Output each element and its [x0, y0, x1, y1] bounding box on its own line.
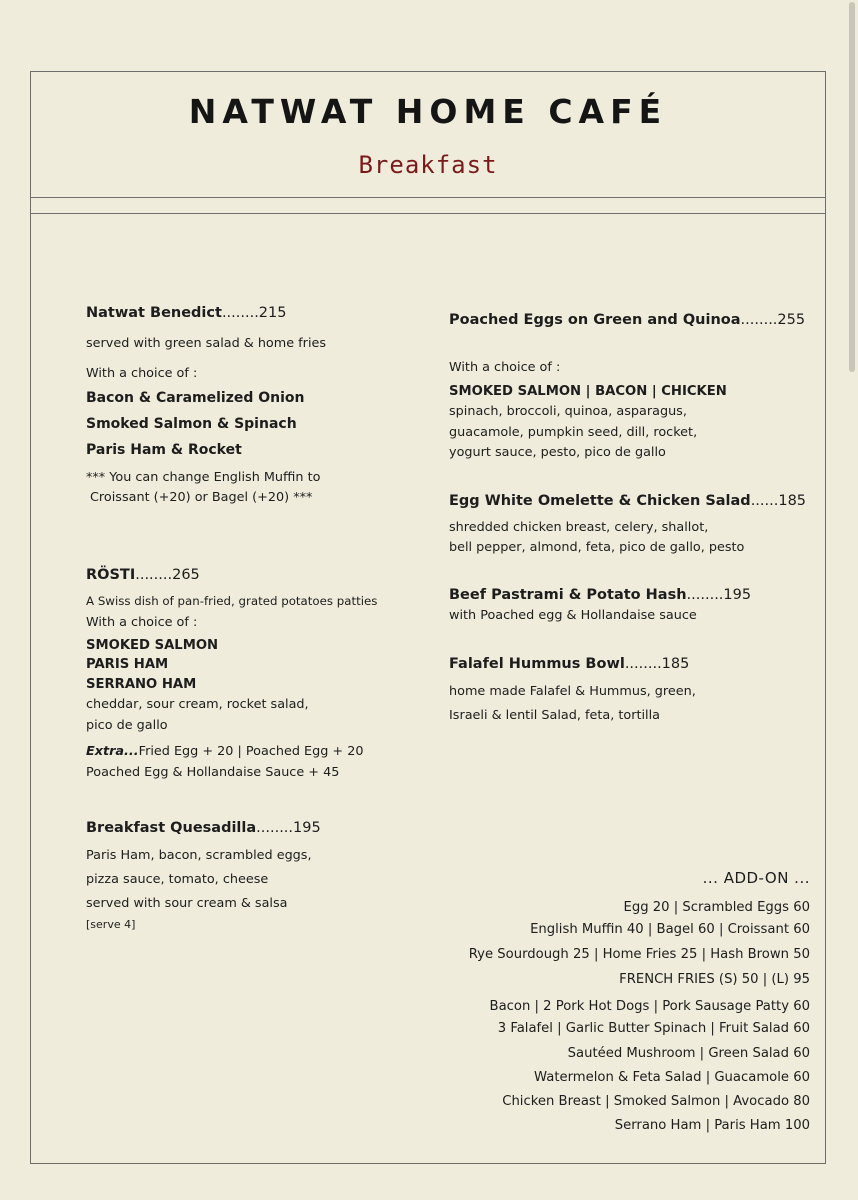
poached-title: Poached Eggs on Green and Quinoa........255 [449, 312, 806, 328]
scrollbar[interactable] [849, 2, 855, 372]
header-divider-top [30, 197, 826, 198]
addon-item: Chicken Breast | Smoked Salmon | Avocado 80 [502, 1094, 810, 1109]
benedict-note: *** You can change English Muffin to [86, 470, 321, 485]
cafe-title: NATWAT HOME CAFÉ [188, 92, 668, 131]
addon-item: Watermelon & Feta Salad | Guacamole 60 [534, 1070, 810, 1085]
addon-item: Sautéed Mushroom | Green Salad 60 [567, 1046, 810, 1061]
quesadilla-desc: Paris Ham, bacon, scrambled eggs, [86, 848, 312, 863]
pastrami-title: Beef Pastrami & Potato Hash........195 [449, 587, 752, 603]
benedict-option: Bacon & Caramelized Onion [86, 390, 305, 406]
rosti-desc: A Swiss dish of pan-fried, grated potatoes patties [86, 594, 378, 608]
pastrami-desc: with Poached egg & Hollandaise sauce [449, 608, 697, 623]
omelette-desc: shredded chicken breast, celery, shallot, [449, 520, 709, 535]
falafel-title: Falafel Hummus Bowl........185 [449, 656, 690, 672]
poached-desc: yogurt sauce, pesto, pico de gallo [449, 445, 666, 460]
poached-desc: spinach, broccoli, quinoa, asparagus, [449, 404, 687, 419]
falafel-desc: Israeli & lentil Salad, feta, tortilla [449, 708, 661, 723]
rosti-option: SERRANO HAM [86, 677, 197, 692]
benedict-choice-label: With a choice of : [86, 366, 198, 381]
quesadilla-desc: pizza sauce, tomato, cheese [86, 872, 269, 887]
omelette-title: Egg White Omelette & Chicken Salad......185 [449, 493, 807, 509]
addon-item: English Muffin 40 | Bagel 60 | Croissant 60 [530, 922, 810, 937]
poached-desc: guacamole, pumpkin seed, dill, rocket, [449, 425, 698, 440]
header-divider-bottom [30, 213, 826, 214]
quesadilla-title: Breakfast Quesadilla........195 [86, 820, 321, 836]
rosti-extra: Extra...Fried Egg + 20 | Poached Egg + 20 [86, 744, 364, 759]
benedict-option: Smoked Salmon & Spinach [86, 416, 297, 432]
addon-item: 3 Falafel | Garlic Butter Spinach | Fruit Salad 60 [497, 1021, 810, 1036]
benedict-desc: served with green salad & home fries [86, 336, 327, 351]
addon-item: Serrano Ham | Paris Ham 100 [614, 1118, 810, 1133]
menu-subtitle: Breakfast [358, 151, 498, 179]
addon-heading: ... ADD-ON ... [702, 869, 810, 887]
rosti-title: RÖSTI........265 [86, 567, 200, 583]
rosti-extra: Poached Egg & Hollandaise Sauce + 45 [86, 765, 340, 780]
quesadilla-serving: [serve 4] [86, 918, 136, 931]
omelette-desc: bell pepper, almond, feta, pico de gallo, pesto [449, 540, 745, 555]
poached-choice-label: With a choice of : [449, 360, 561, 375]
rosti-choice-label: With a choice of : [86, 615, 198, 630]
falafel-desc: home made Falafel & Hummus, green, [449, 684, 696, 699]
quesadilla-desc: served with sour cream & salsa [86, 896, 288, 911]
benedict-option: Paris Ham & Rocket [86, 442, 242, 458]
benedict-note: Croissant (+20) or Bagel (+20) *** [90, 490, 313, 505]
addon-item: Bacon | 2 Pork Hot Dogs | Pork Sausage Patty 60 [489, 999, 810, 1014]
rosti-sides: pico de gallo [86, 718, 168, 733]
rosti-option: SMOKED SALMON [86, 638, 219, 653]
poached-options: SMOKED SALMON | BACON | CHICKEN [449, 384, 727, 399]
addon-item: Rye Sourdough 25 | Home Fries 25 | Hash Brown 50 [468, 947, 810, 962]
addon-item: FRENCH FRIES (S) 50 | (L) 95 [619, 972, 810, 987]
rosti-option: PARIS HAM [86, 657, 169, 672]
benedict-title: Natwat Benedict........215 [86, 305, 287, 321]
addon-item: Egg 20 | Scrambled Eggs 60 [623, 900, 810, 915]
rosti-sides: cheddar, sour cream, rocket salad, [86, 697, 309, 712]
